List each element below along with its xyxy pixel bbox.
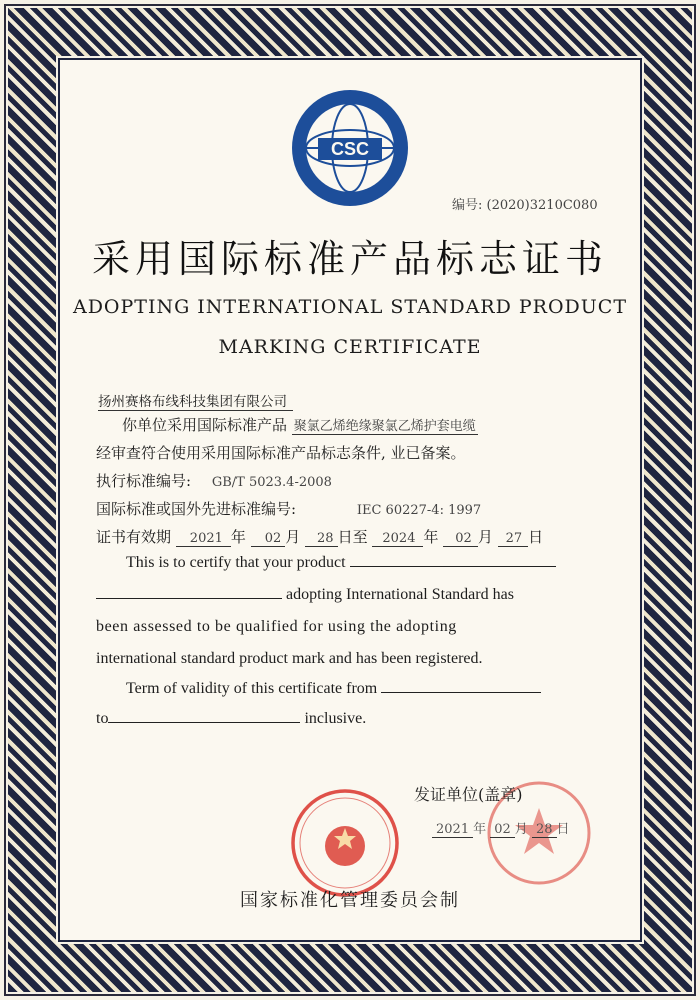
validity-line: [96, 526, 543, 547]
standard-line: [96, 470, 332, 491]
validity-from-month: 02: [251, 531, 286, 547]
english-line6: [96, 710, 366, 728]
year-char: 年: [230, 528, 246, 546]
blank-line: [350, 565, 556, 567]
issue-date: [432, 818, 570, 837]
english-text: This is to certify that your product: [126, 554, 346, 571]
month-char: 月: [477, 528, 493, 546]
day-char: 日: [556, 822, 570, 837]
csc-logo-icon: [288, 86, 412, 210]
year-char: 年: [473, 822, 487, 837]
validity-to-day: 27: [498, 531, 529, 547]
validity-to-month: 02: [443, 531, 478, 547]
english-line2: [96, 586, 514, 604]
month-char: 月: [285, 528, 301, 546]
certificate-number: [452, 194, 598, 213]
english-text: adopting International Standard has: [286, 586, 514, 603]
standard-label: 执行标准编号:: [96, 472, 192, 490]
to-char: 日至: [337, 528, 368, 546]
validity-from-year: 2021: [176, 531, 231, 547]
logo-text: CSC: [330, 139, 370, 159]
english-text: Term of validity of this certificate from: [126, 680, 378, 697]
english-line5: [126, 680, 541, 698]
validity-label: 证书有效期: [96, 528, 172, 546]
day-char: 日: [528, 528, 544, 546]
english-text: inclusive.: [304, 710, 367, 727]
certificate-number-value: (2020)3210C080: [486, 198, 598, 213]
month-char: 月: [514, 822, 528, 837]
title-english-line2: MARKING CERTIFICATE: [218, 336, 482, 358]
validity-to-year: 2024: [372, 531, 423, 547]
product-prefix: 你单位采用国际标准产品: [122, 416, 288, 434]
product-name: 聚氯乙烯绝缘聚氯乙烯护套电缆: [293, 419, 476, 434]
validity-from-day: 28: [305, 531, 338, 547]
english-text: to: [96, 710, 109, 727]
product-line: [122, 414, 478, 435]
english-line3: been assessed to be qualified for using the adopting: [96, 618, 457, 635]
intl-standard-line: [96, 498, 481, 519]
blank-line: [381, 691, 541, 693]
intl-standard-value: IEC 60227-4: 1997: [356, 503, 482, 518]
english-line4: international standard product mark and has been registered.: [96, 650, 483, 667]
title-english-line1: ADOPTING INTERNATIONAL STANDARD PRODUCT: [72, 296, 628, 318]
issuer-footer: 国家标准化管理委员会制: [240, 890, 460, 911]
national-seal-icon: [290, 788, 400, 898]
issue-month: 02: [490, 822, 515, 838]
standard-value: GB/T 5023.4-2008: [211, 475, 332, 490]
title-chinese: 采用国际标准产品标志证书: [91, 237, 608, 281]
issuer-label: 发证单位(盖章): [414, 785, 523, 804]
certificate-content: [60, 60, 640, 940]
year-char: 年: [423, 528, 439, 546]
blank-line: [96, 597, 282, 599]
issue-year: 2021: [432, 822, 473, 838]
intl-standard-label: 国际标准或国外先进标准编号:: [96, 500, 297, 518]
company-name: 扬州赛格布线科技集团有限公司: [98, 390, 293, 411]
issue-day: 28: [532, 822, 557, 838]
english-line1: [126, 554, 556, 572]
approval-text: 经审查符合使用采用国际标准产品标志条件, 业已备案。: [96, 444, 466, 462]
blank-line: [108, 721, 300, 723]
certificate-number-label: 编号:: [452, 198, 483, 213]
